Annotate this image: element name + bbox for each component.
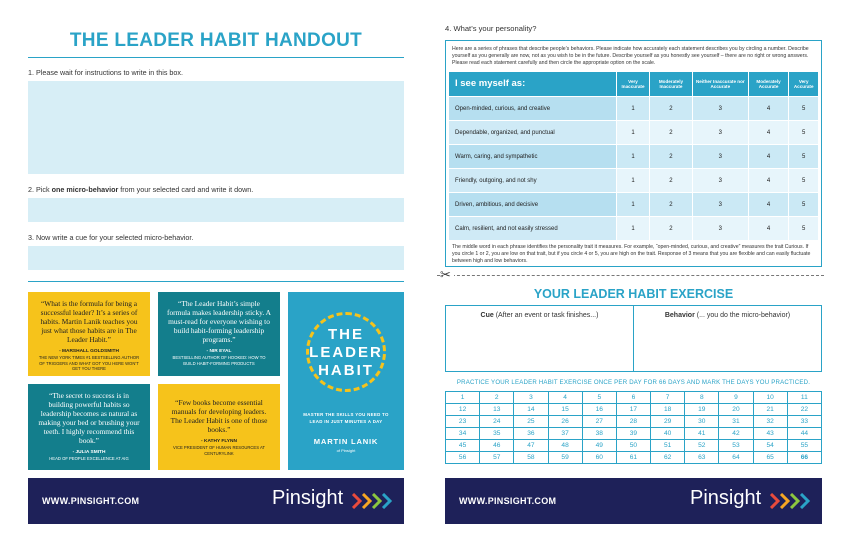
quote-author: - MARSHALL GOLDSMITH <box>59 349 119 355</box>
day-cell[interactable]: 29 <box>651 416 685 428</box>
rating-option[interactable]: 1 <box>617 217 650 241</box>
day-cell[interactable]: 20 <box>719 404 753 416</box>
quote-card-smith <box>28 384 150 470</box>
trait-row <box>449 217 819 241</box>
day-cell[interactable]: 37 <box>548 428 582 440</box>
handout-title: THE LEADER HABIT HANDOUT <box>69 30 363 51</box>
day-cell[interactable]: 7 <box>651 392 685 404</box>
day-cell[interactable]: 16 <box>582 404 616 416</box>
personality-intro: Here are a series of phrases that describe people’s behaviors. Please indicate how accurately each statement describes you by circling a number. Describe yourself as you generally are now, not as you wish to be in the future. Describe yourself as you honestly see yourself – there are no right or wrong answers. Please read each statement carefully and then circle the appropriate option on the scale. <box>452 46 809 67</box>
day-cell[interactable]: 23 <box>446 416 480 428</box>
trait-label: Dependable, organized, and punctual <box>449 121 617 145</box>
days-tracker <box>445 391 822 464</box>
quote-role: THE NEW YORK TIMES #1 BESTSELLING AUTHOR OF TRIGGERS AND WHAT GOT YOU HERE WON’T GET YOU THERE <box>38 355 140 372</box>
rating-option[interactable]: 4 <box>748 193 789 217</box>
day-cell[interactable]: 49 <box>582 440 616 452</box>
book-title-line2: LEADER <box>309 344 383 361</box>
day-cell[interactable]: 3 <box>514 392 548 404</box>
rating-option[interactable]: 3 <box>692 217 748 241</box>
days-row <box>446 392 822 404</box>
day-cell[interactable]: 65 <box>753 452 787 464</box>
question-2-pre: 2. Pick <box>28 185 52 194</box>
rating-option[interactable]: 3 <box>692 121 748 145</box>
rating-option[interactable]: 2 <box>650 97 693 121</box>
question-2 <box>28 185 253 194</box>
trait-row <box>449 145 819 169</box>
day-cell[interactable]: 27 <box>582 416 616 428</box>
rating-option[interactable]: 1 <box>617 145 650 169</box>
book-author-sub: of Pinsight <box>336 448 356 453</box>
book-title-line3: HABIT <box>318 362 374 379</box>
day-cell[interactable]: 15 <box>548 404 582 416</box>
day-cell[interactable]: 52 <box>685 440 719 452</box>
question-4: 4. What’s your personality? <box>445 24 537 33</box>
day-cell[interactable]: 54 <box>753 440 787 452</box>
rating-option[interactable]: 5 <box>789 145 819 169</box>
trait-row <box>449 193 819 217</box>
rating-option[interactable]: 4 <box>748 169 789 193</box>
practice-instruction: PRACTICE YOUR LEADER HABIT EXERCISE ONCE PER DAY FOR 66 DAYS AND MARK THE DAYS YOU PRACTICED. <box>456 379 811 386</box>
behavior-label: Behavior <box>664 312 695 319</box>
quote-role: BESTSELLING AUTHOR OF HOOKED: HOW TO BUILD HABIT-FORMING PRODUCTS <box>172 355 266 366</box>
trait-label: Warm, caring, and sympathetic <box>449 145 617 169</box>
day-cell[interactable]: 42 <box>719 428 753 440</box>
rating-option[interactable]: 4 <box>748 121 789 145</box>
day-cell[interactable]: 34 <box>446 428 480 440</box>
day-cell[interactable]: 47 <box>514 440 548 452</box>
cue-label: Cue <box>480 312 494 319</box>
day-cell[interactable]: 2 <box>480 392 514 404</box>
personality-note: The middle word in each phrase identifies the personality trait it measures. For example, “open-minded, curious, and creative” measures the trait Curious. If you circle 1 or 2, you are low on that trait, but if you circle 4 or 5, you are high on the trait. Response of 3 means that you are flexible and can easily fluctuate between high and low behaviors. <box>452 244 811 265</box>
day-cell[interactable]: 32 <box>753 416 787 428</box>
quote-card-eyal <box>158 292 280 376</box>
book-title-line1: THE <box>328 326 364 343</box>
brand-chevrons-icon <box>770 493 812 509</box>
day-cell[interactable]: 8 <box>685 392 719 404</box>
personality-section <box>445 40 822 267</box>
day-cell[interactable]: 43 <box>753 428 787 440</box>
day-cell[interactable]: 11 <box>787 392 821 404</box>
days-row <box>446 428 822 440</box>
trait-row <box>449 121 819 145</box>
day-cell[interactable]: 61 <box>616 452 650 464</box>
day-cell[interactable]: 12 <box>446 404 480 416</box>
day-cell[interactable]: 57 <box>480 452 514 464</box>
rating-option[interactable]: 1 <box>617 193 650 217</box>
behavior-hint: (... you do the micro-behavior) <box>694 312 791 319</box>
rating-option[interactable]: 2 <box>650 121 693 145</box>
rating-option[interactable]: 4 <box>748 217 789 241</box>
personality-table <box>448 71 819 241</box>
rating-option[interactable]: 1 <box>617 97 650 121</box>
quote-text: “Few books become essential manuals for developing leaders. The Leader Habit is one of those books.” <box>170 398 268 435</box>
rating-option[interactable]: 3 <box>692 193 748 217</box>
scale-header: Very Accurate <box>789 72 819 97</box>
table-header-see: I see myself as: <box>449 72 617 97</box>
scissors-icon: ✂ <box>440 268 454 281</box>
quote-text: “The Leader Habit’s simple formula makes leadership sticky. A must-read for everyone wishing to build habit-forming leadership programs.” <box>167 299 271 345</box>
quote-role: HEAD OF PEOPLE EXCELLENCE AT AIG <box>49 456 129 462</box>
day-cell[interactable]: 59 <box>548 452 582 464</box>
day-cell[interactable]: 30 <box>685 416 719 428</box>
brand-logo-text: Pinsight <box>690 487 762 509</box>
section-divider <box>28 281 404 282</box>
scale-header: Neither Inaccurate nor Accurate <box>692 72 748 97</box>
day-cell[interactable]: 21 <box>753 404 787 416</box>
question-2-bold: one micro-behavior <box>51 185 119 194</box>
day-cell[interactable]: 41 <box>685 428 719 440</box>
rating-option[interactable]: 5 <box>789 169 819 193</box>
day-cell[interactable]: 5 <box>582 392 616 404</box>
rating-option[interactable]: 2 <box>650 169 693 193</box>
day-cell[interactable]: 62 <box>651 452 685 464</box>
rating-option[interactable]: 2 <box>650 217 693 241</box>
answer-box-2[interactable] <box>28 198 404 222</box>
rating-option[interactable]: 5 <box>789 121 819 145</box>
days-row <box>446 452 822 464</box>
day-cell[interactable]: 66 <box>787 452 821 464</box>
footer-url[interactable]: WWW.PINSIGHT.COM <box>42 496 140 506</box>
day-cell[interactable]: 51 <box>651 440 685 452</box>
quote-author: - NIR EYAL <box>206 349 232 355</box>
day-cell[interactable]: 63 <box>685 452 719 464</box>
day-cell[interactable]: 40 <box>651 428 685 440</box>
quote-author: - JULIA SMITH <box>72 450 106 456</box>
book-author: MARTIN LANIK <box>313 437 379 446</box>
question-3: 3. Now write a cue for your selected micro-behavior. <box>28 233 194 242</box>
day-cell[interactable]: 39 <box>616 428 650 440</box>
question-2-post: from your selected card and write it down. <box>118 185 254 194</box>
quote-card-flynn <box>158 384 280 470</box>
trait-label: Friendly, outgoing, and not shy <box>449 169 617 193</box>
footer-banner-right <box>445 478 822 524</box>
scale-header: Moderately Accurate <box>748 72 789 97</box>
quote-text: “What is the formula for being a successful leader? It’s a series of habits. Martin Lanik teaches you just what those habits are in The Leader Habit.” <box>40 299 138 345</box>
rating-option[interactable]: 5 <box>789 217 819 241</box>
cue-hint: (After an event or task finishes...) <box>493 312 599 319</box>
rating-option[interactable]: 3 <box>692 97 748 121</box>
day-cell[interactable]: 14 <box>514 404 548 416</box>
rating-option[interactable]: 3 <box>692 169 748 193</box>
day-cell[interactable]: 24 <box>480 416 514 428</box>
day-cell[interactable]: 17 <box>616 404 650 416</box>
day-cell[interactable]: 56 <box>446 452 480 464</box>
day-cell[interactable]: 55 <box>787 440 821 452</box>
day-cell[interactable]: 46 <box>480 440 514 452</box>
exercise-title: YOUR LEADER HABIT EXERCISE <box>533 287 734 301</box>
book-cover <box>288 292 404 470</box>
day-cell[interactable]: 35 <box>480 428 514 440</box>
trait-label: Calm, resilient, and not easily stressed <box>449 217 617 241</box>
trait-row <box>449 97 819 121</box>
footer-url[interactable]: WWW.PINSIGHT.COM <box>459 496 557 506</box>
day-cell[interactable]: 25 <box>514 416 548 428</box>
rating-option[interactable]: 3 <box>692 145 748 169</box>
scale-header: Very Inaccurate <box>617 72 650 97</box>
day-cell[interactable]: 50 <box>616 440 650 452</box>
quote-text: “The secret to success is in building powerful habits so leadership becomes as natural as making your bed or brushing your teeth. I highly recommend this book.” <box>38 391 140 446</box>
quote-role: VICE PRESIDENT OF HUMAN RESOURCES AT CENTURYLINK <box>173 445 265 456</box>
day-cell[interactable]: 1 <box>446 392 480 404</box>
day-cell[interactable]: 64 <box>719 452 753 464</box>
rating-option[interactable]: 5 <box>789 97 819 121</box>
cue-box[interactable] <box>445 305 634 372</box>
quote-card-goldsmith <box>28 292 150 376</box>
day-cell[interactable]: 10 <box>753 392 787 404</box>
day-cell[interactable]: 60 <box>582 452 616 464</box>
day-cell[interactable]: 36 <box>514 428 548 440</box>
day-cell[interactable]: 13 <box>480 404 514 416</box>
day-cell[interactable]: 6 <box>616 392 650 404</box>
day-cell[interactable]: 28 <box>616 416 650 428</box>
trait-row <box>449 169 819 193</box>
day-cell[interactable]: 19 <box>685 404 719 416</box>
rating-option[interactable]: 5 <box>789 193 819 217</box>
days-row <box>446 416 822 428</box>
day-cell[interactable]: 9 <box>719 392 753 404</box>
trait-label: Open-minded, curious, and creative <box>449 97 617 121</box>
day-cell[interactable]: 53 <box>719 440 753 452</box>
day-cell[interactable]: 38 <box>582 428 616 440</box>
day-cell[interactable]: 22 <box>787 404 821 416</box>
question-1: 1. Please wait for instructions to write in this box. <box>28 68 183 77</box>
cue-header <box>446 312 633 319</box>
day-cell[interactable]: 58 <box>514 452 548 464</box>
day-cell[interactable]: 48 <box>548 440 582 452</box>
rating-option[interactable]: 1 <box>617 169 650 193</box>
days-row <box>446 440 822 452</box>
quote-author: - KATHY FLYNN <box>201 439 237 445</box>
answer-box-3[interactable] <box>28 246 404 270</box>
day-cell[interactable]: 4 <box>548 392 582 404</box>
title-divider <box>28 57 404 58</box>
scale-header: Moderately Inaccurate <box>650 72 693 97</box>
day-cell[interactable]: 18 <box>651 404 685 416</box>
brand-logo-text: Pinsight <box>272 487 344 509</box>
day-cell[interactable]: 44 <box>787 428 821 440</box>
rating-option[interactable]: 1 <box>617 121 650 145</box>
day-cell[interactable]: 31 <box>719 416 753 428</box>
trait-label: Driven, ambitious, and decisive <box>449 193 617 217</box>
book-subtitle: MASTER THE SKILLS YOU NEED TO LEAD IN JUST MINUTES A DAY <box>303 412 389 424</box>
day-cell[interactable]: 45 <box>446 440 480 452</box>
day-cell[interactable]: 26 <box>548 416 582 428</box>
days-row <box>446 404 822 416</box>
behavior-box[interactable] <box>633 305 822 372</box>
cut-line <box>437 275 824 276</box>
rating-option[interactable]: 2 <box>650 145 693 169</box>
rating-option[interactable]: 4 <box>748 145 789 169</box>
behavior-header <box>634 312 821 319</box>
answer-box-1[interactable] <box>28 81 404 174</box>
brand-chevrons-icon <box>352 493 394 509</box>
rating-option[interactable]: 2 <box>650 193 693 217</box>
rating-option[interactable]: 4 <box>748 97 789 121</box>
footer-banner <box>28 478 404 524</box>
day-cell[interactable]: 33 <box>787 416 821 428</box>
